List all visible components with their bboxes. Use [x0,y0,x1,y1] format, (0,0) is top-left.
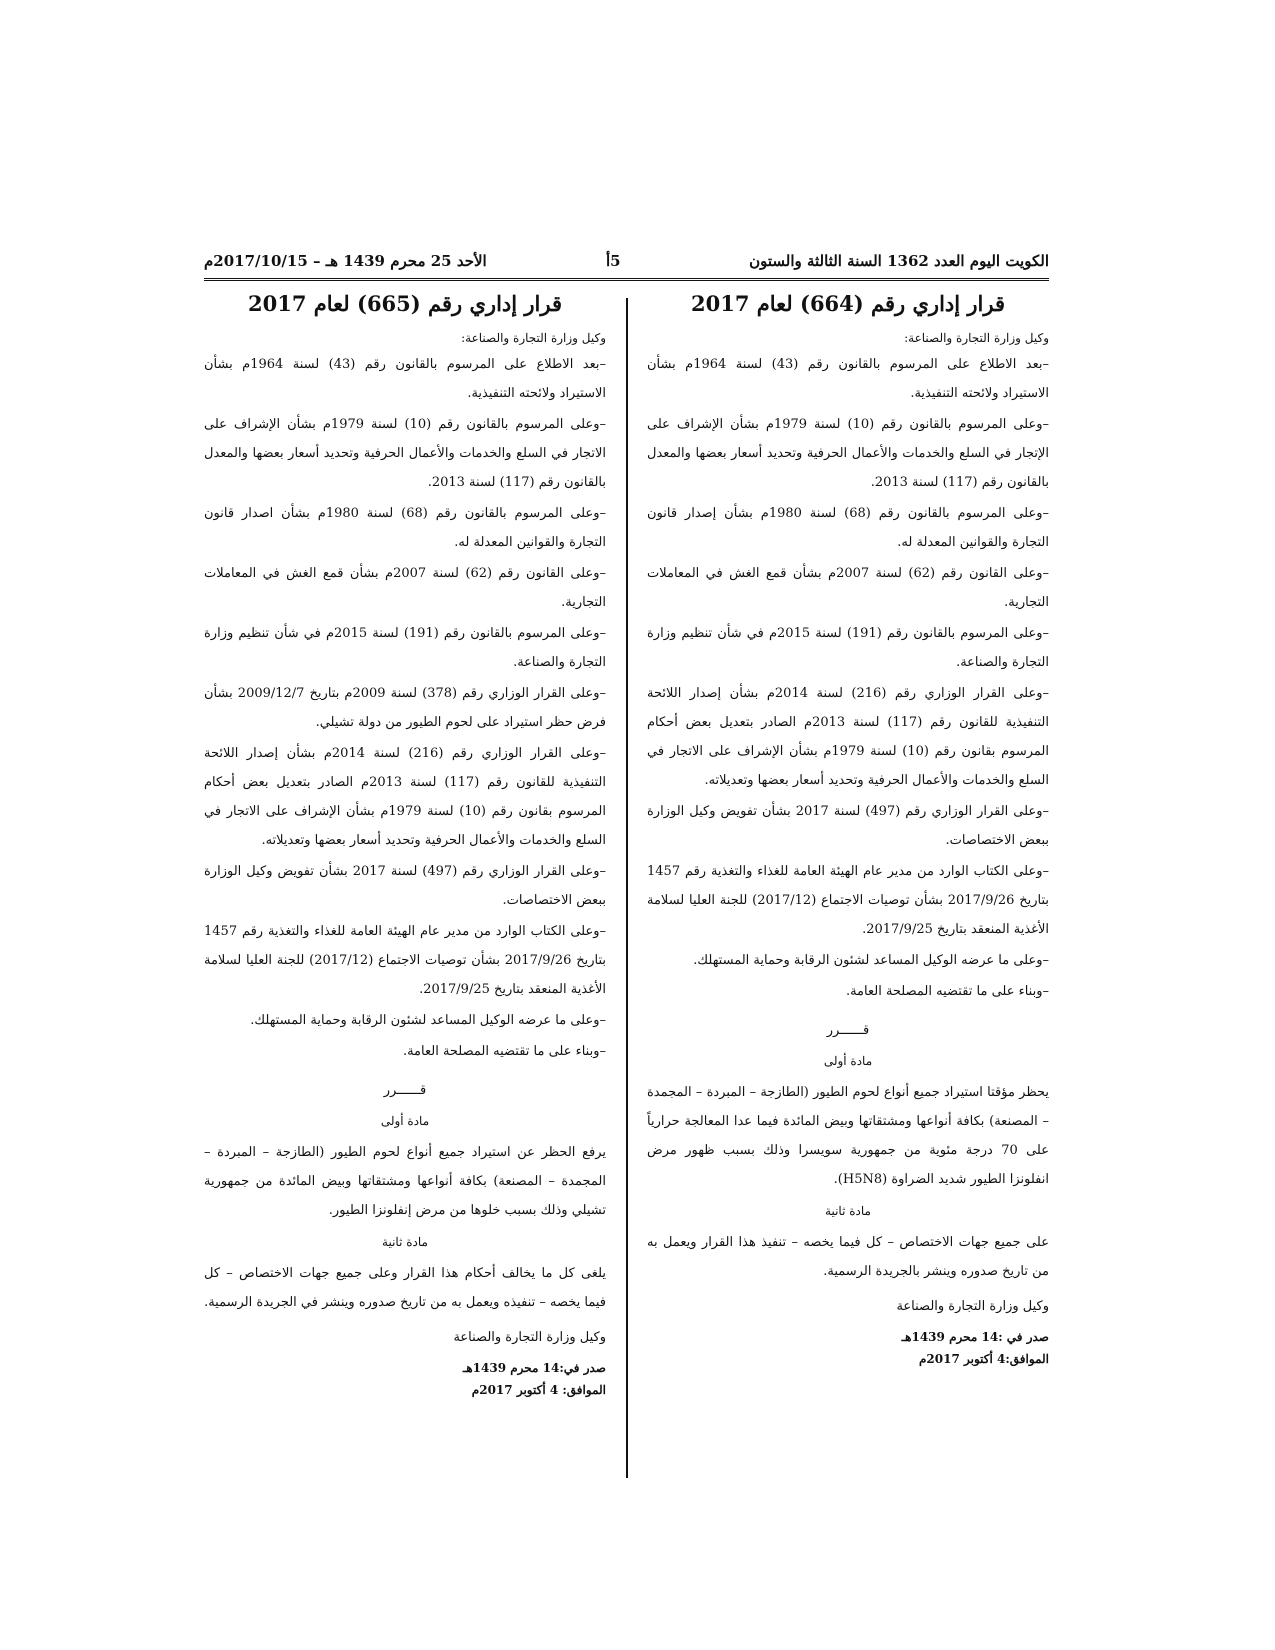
decision-665-column [204,288,606,1401]
decision-665-corresponding: الموافق: 4 أكتوبر 2017م [471,1383,606,1397]
decision-664-article-2-text: على جميع جهات الاختصاص – كل فيما يخصه – تنفيذ هذا القرار ويعمل به من تاريخ صدوره وينشر بالجريدة الرسمية. [647,1235,1049,1279]
decision-664-para-1: –بعد الاطلاع على المرسوم بالقانون رقم (43) لسنة 1964م بشأن الاستيراد ولائحته التنفيذية. [647,357,1049,401]
decision-664-title: قرار إداري رقم (664) لعام 2017 [690,291,1006,316]
decision-664-para-3: –وعلى المرسوم بالقانون رقم (68) لسنة 1980م بشأن إصدار قانون التجارة والقوانين المعدلة له. [647,506,1050,550]
gazette-page [204,250,1049,1480]
decision-664-para-2: –وعلى المرسوم بالقانون رقم (10) لسنة 1979م بشأن الإشراف على الإتجار في السلع والخدمات والأعمال الحرفية وتحديد أسعار بعضها والمعدل بالقانون رقم (117) لسنة 2013. [647,417,1049,490]
decision-665-para-2: –وعلى المرسوم بالقانون رقم (10) لسنة 1979م بشأن الإشراف على الاتجار في السلع والخدمات والأعمال الحرفية وتحديد أسعار بعضها والمعدل بالقانون رقم (117) لسنة 2013. [204,417,606,490]
decision-665-para-8: –وعلى القرار الوزاري رقم (497) لسنة 2017 بشأن تفويض وكيل الوزارة ببعض الاختصاصات. [204,864,606,908]
decision-664-para-9: –وعلى ما عرضه الوكيل المساعد لشئون الرقابة وحماية المستهلك. [693,953,1049,968]
decision-664-para-4: –وعلى القانون رقم (62) لسنة 2007م بشأن قمع الغش في المعاملات التجارية. [647,566,1049,610]
decision-665-decides: قــــــرر [383,1083,427,1098]
decision-664-article-2-heading: مادة ثانية [825,1204,871,1218]
header-issue: الكويت اليوم العدد 1362 السنة الثالثة والستون [749,252,1049,270]
page-header [204,250,1049,281]
decision-665-para-10: –وعلى ما عرضه الوكيل المساعد لشئون الرقابة وحماية المستهلك. [250,1013,606,1028]
decision-665-para-1: –بعد الاطلاع على المرسوم بالقانون رقم (43) لسنة 1964م بشأن الاستيراد ولائحته التنفيذية. [204,357,606,401]
decision-665-title: قرار إداري رقم (665) لعام 2017 [247,291,563,316]
decision-665-para-7: –وعلى القرار الوزاري رقم (216) لسنة 2014م بشأن إصدار اللائحة التنفيذية للقانون رقم (117) لسنة 2013م الصادر بتعديل بعض أحكام المرسوم بقانون رقم (10) لسنة 1979م بشأن الإشراف على الاتجار في السلع والخدمات والأعمال الحرفية وتحديد أسعار بعضها وتعديلاته. [204,746,606,848]
decision-665-article-1-text: يرفع الحظر عن استيراد جميع أنواع لحوم الطيور (الطازجة – المبردة – المجمدة – المصنعة) بكافة أنواعها ومشتقاتها وبيض المائدة من جمهورية تشيلي وذلك بسبب خلوها من مرض إنفلونزا الطيور. [204,1145,606,1218]
header-date: الأحد 25 محرم 1439 هـ – 2017/10/15م [204,252,487,270]
decision-665-para-3: –وعلى المرسوم بالقانون رقم (68) لسنة 1980م بشأن اصدار قانون التجارة والقوانين المعدلة له. [204,506,607,550]
decision-665-article-2-text: يلغى كل ما يخالف أحكام هذا القرار وعلى جميع جهات الاختصاص – كل فيما يخصه – تنفيذه ويعمل به من تاريخ صدوره وينشر في الجريدة الرسمية. [204,1266,606,1310]
decision-664-article-1-heading: مادة أولى [823,1054,873,1068]
decision-664-para-10: –وبناء على ما تقتضيه المصلحة العامة. [845,984,1049,999]
decision-665-para-5: –وعلى المرسوم بالقانون رقم (191) لسنة 2015م في شأن تنظيم وزارة التجارة والصناعة. [204,626,606,670]
decision-665-issued: صدر في:14 محرم 1439هـ [462,1361,606,1375]
decision-664-decides: قــــــرر [826,1023,870,1038]
decision-665-para-4: –وعلى القانون رقم (62) لسنة 2007م بشأن قمع الغش في المعاملات التجارية. [204,566,606,610]
decision-664-para-7: –وعلى القرار الوزاري رقم (497) لسنة 2017 بشأن تفويض وكيل الوزارة ببعض الاختصاصات. [647,804,1049,848]
decision-664-corresponding: الموافق:4 أكتوبر 2017م [918,1352,1049,1366]
header-page-number: 5أ [606,252,621,270]
decision-665-para-11: –وبناء على ما تقتضيه المصلحة العامة. [402,1044,606,1059]
decision-664-intro: وكيل وزارة التجارة والصناعة: [904,331,1049,345]
decision-664-para-5: –وعلى المرسوم بالقانون رقم (191) لسنة 2015م في شأن تنظيم وزارة التجارة والصناعة. [647,626,1049,670]
decision-665-intro: وكيل وزارة التجارة والصناعة: [461,331,606,345]
decision-665-article-1-heading: مادة أولى [380,1114,430,1128]
decision-665-para-9: –وعلى الكتاب الوارد من مدير عام الهيئة العامة للغذاء والتغذية رقم 1457 بتاريخ 2017/9/26 بشأن توصيات الاجتماع (2017/12) للجنة العليا لسلامة الأغذية المنعقد بتاريخ 2017/9/25. [204,924,606,997]
decision-664-para-8: –وعلى الكتاب الوارد من مدير عام الهيئة العامة للغذاء والتغذية رقم 1457 بتاريخ 2017/9/26 بشأن توصيات الاجتماع (2017/12) للجنة العليا لسلامة الأغذية المنعقد بتاريخ 2017/9/25. [647,864,1049,937]
decision-664-signature: وكيل وزارة التجارة والصناعة [896,1299,1049,1314]
decision-664-column [647,288,1049,1370]
decision-664-issued: صدر في :14 محرم 1439هـ [901,1330,1049,1344]
decision-664-para-6: –وعلى القرار الوزاري رقم (216) لسنة 2014م بشأن إصدار اللائحة التنفيذية للقانون رقم (117) لسنة 2013م الصادر بتعديل بعض أحكام المرسوم بقانون رقم (10) لسنة 1979م بشأن الإشراف على الاتجار في السلع والخدمات والأعمال الحرفية وتحديد أسعار بعضها وتعديلاته. [647,686,1049,788]
decision-664-article-1-text: يحظر مؤقتا استيراد جميع أنواع لحوم الطيور (الطازجة – المبردة – المجمدة – المصنعة) بكافة أنواعها ومشتقاتها وبيض المائدة فيما عدا المعالجة حرارياً على 70 درجة مئوية من جمهورية سويسرا وذلك بسبب ظهور مرض انفلونزا الطيور شديد الضراوة (H5N8). [647,1085,1049,1187]
column-divider [626,298,628,1478]
decision-665-signature: وكيل وزارة التجارة والصناعة [453,1330,606,1345]
decision-665-para-6: –وعلى القرار الوزاري رقم (378) لسنة 2009م بتاريخ 2009/12/7 بشأن فرض حظر استيراد على لحوم الطيور من دولة تشيلي. [204,686,606,730]
decision-665-article-2-heading: مادة ثانية [382,1235,428,1249]
